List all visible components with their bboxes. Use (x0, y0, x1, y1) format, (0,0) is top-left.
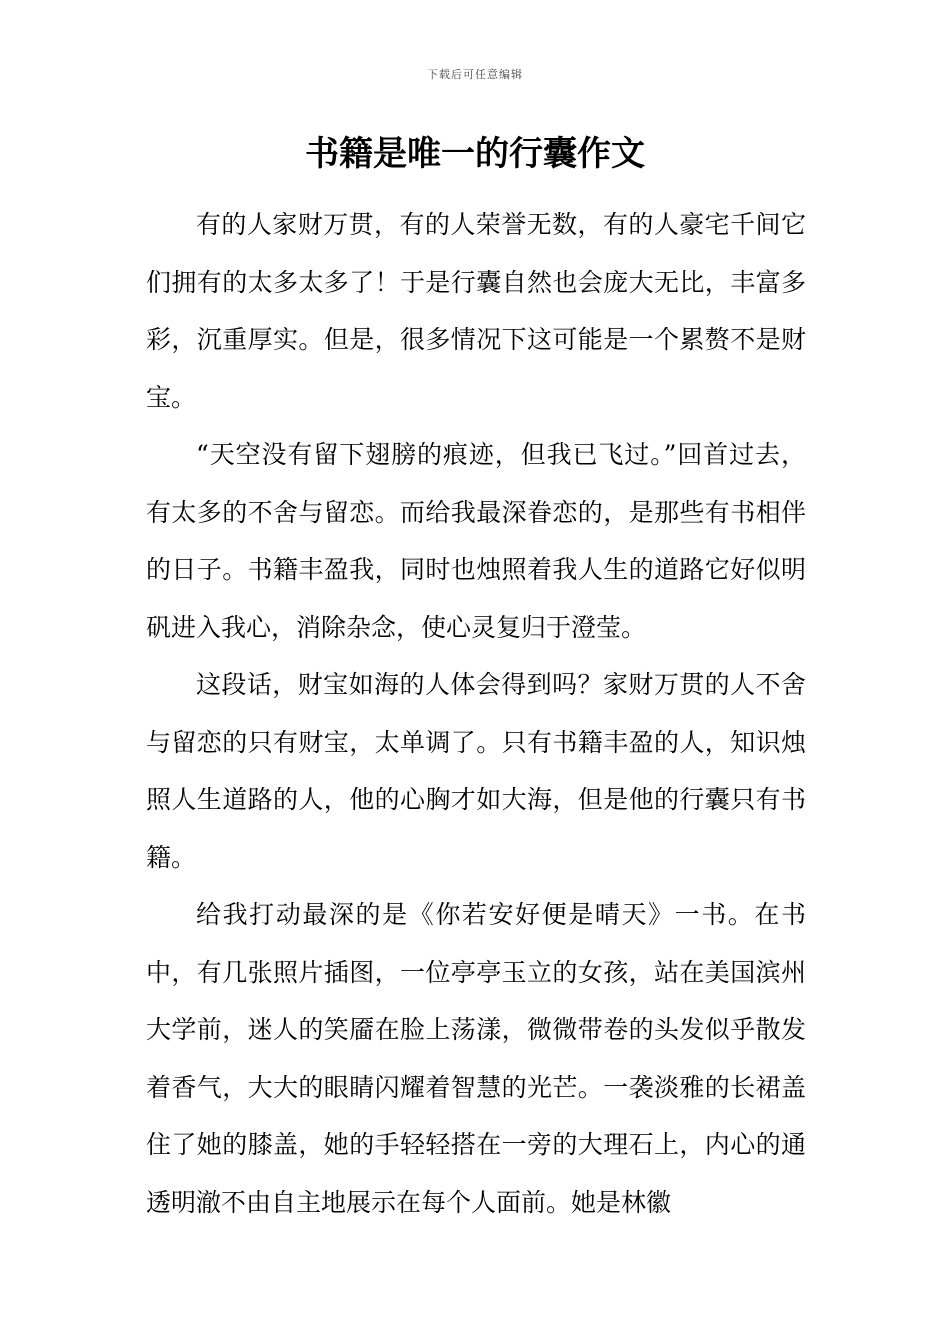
paragraph: “天空没有留下翅膀的痕迹，但我已飞过。”回首过去，有太多的不舍与留恋。而给我最深眷恋的，是那些有书相伴的日子。书籍丰盈我，同时也烛照着我人生的道路它好似明矾进入我心，消除杂念，使心灵复归于澄莹。 (146, 440, 806, 642)
document-title: 书籍是唯一的行囊作文 (305, 134, 645, 174)
paragraph: 这段话，财宝如海的人体会得到吗？家财万贯的人不舍与留恋的只有财宝，太单调了。只有书籍丰盈的人，知识烛照人生道路的人，他的心胸才如大海，但是他的行囊只有书籍。 (146, 670, 806, 872)
document-body (146, 196, 806, 1231)
paragraph: 有的人家财万贯，有的人荣誉无数，有的人豪宅千间它们拥有的太多太多了！于是行囊自然也会庞大无比，丰富多彩，沉重厚实。但是，很多情况下这可能是一个累赘不是财宝。 (146, 210, 806, 412)
paragraph: 给我打动最深的是《你若安好便是晴天》一书。在书中，有几张照片插图，一位亭亭玉立的女孩，站在美国滨州大学前，迷人的笑靥在脸上荡漾，微微带卷的头发似乎散发着香气，大大的眼睛闪耀着智慧的光芒。一袭淡雅的长裙盖住了她的膝盖，她的手轻轻搭在一旁的大理石上，内心的通透明澈不由自主地展示在每个人面前。她是林徽 (146, 900, 806, 1217)
header-note: 下载后可任意编辑 (427, 68, 523, 81)
